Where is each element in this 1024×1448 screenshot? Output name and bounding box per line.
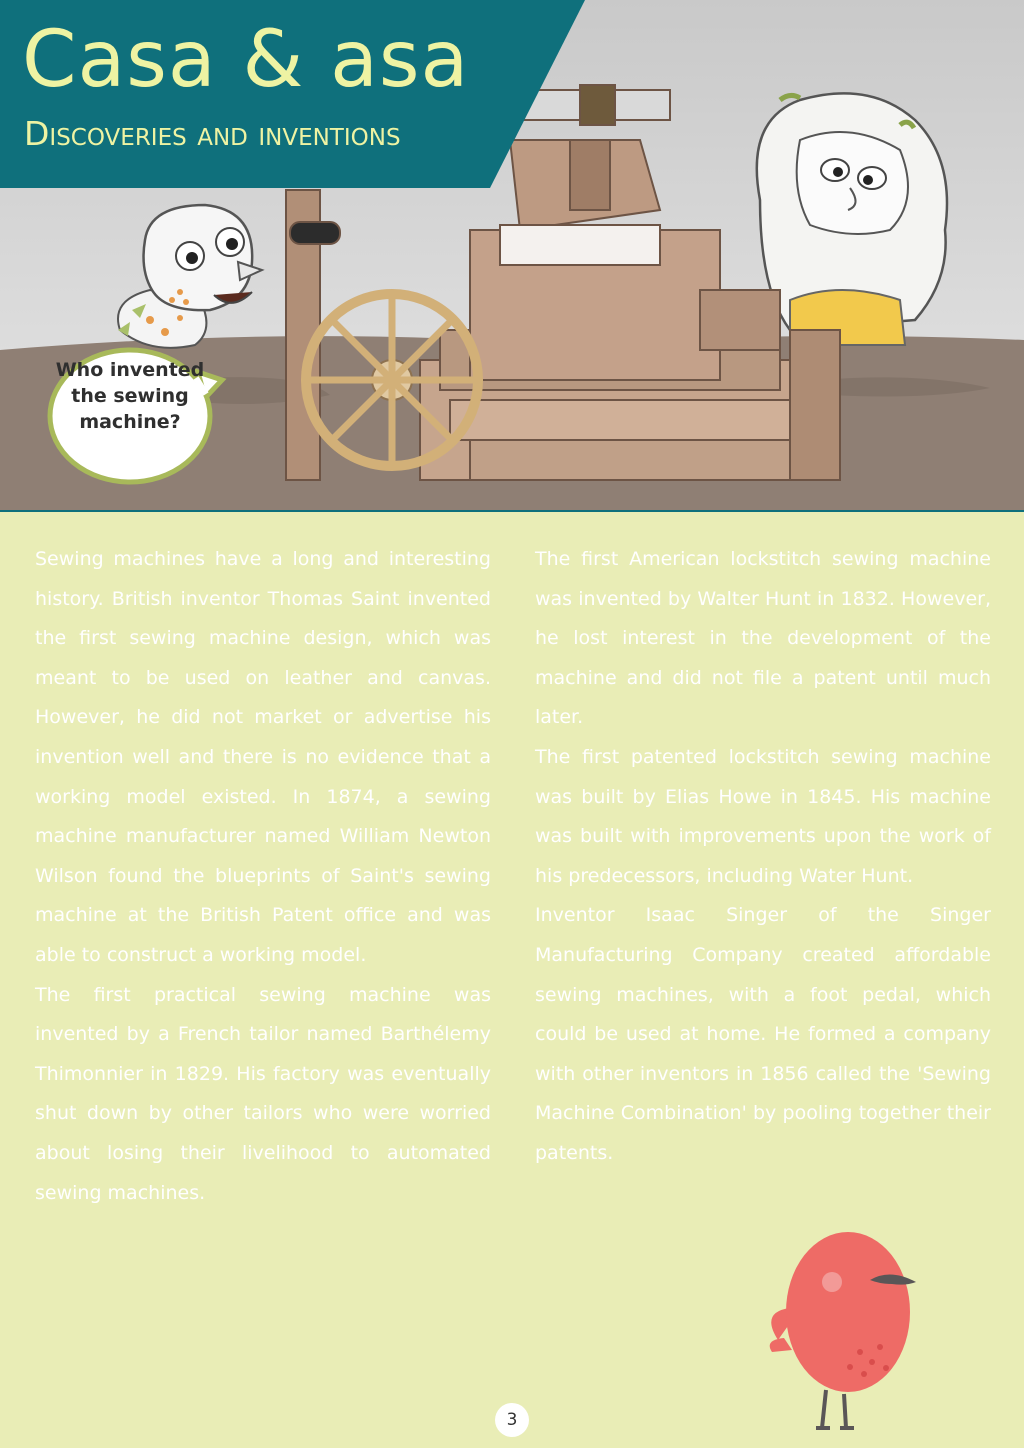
article-column-right <box>535 540 991 1174</box>
article-paragraph: The first patented lockstitch sewing machine was built by Elias Howe in 1845. His machine was built with improvements upon the work of his predecessors, including Water Hunt. <box>535 745 991 887</box>
article-paragraph: Inventor Isaac Singer of the Singer Manufacturing Company created affordable sewing machines, with a foot pedal, which could be used at home. He formed a company with other inventors in 1856 called the 'Sewing Machine Combination' by pooling together their patents. <box>535 904 991 1164</box>
speech-bubble-question: Who invented the sewing machine? <box>55 359 205 433</box>
page-number: 3 <box>495 1403 529 1437</box>
article-column-left <box>35 540 491 1213</box>
article-paragraph: Sewing machines have a long and interesting history. British inventor Thomas Saint invented the first sewing machine design, which was meant to be used on leather and canvas. However, he did not market or advertise his invention well and there is no evidence that a working model existed. In 1874, a sewing machine manufacturer named William Newton Wilson found the blueprints of Saint's sewing machine at the British Patent office and was able to construct a working model. <box>35 548 491 966</box>
old-man-character <box>757 93 947 345</box>
section-subtitle: Discoveries and inventions <box>24 114 401 153</box>
article-paragraph: The first practical sewing machine was invented by a French tailor named Barthélemy Thimonnier in 1829. His factory was eventually shut down by other tailors who were worried about losing their livelihood to automated sewing machines. <box>35 983 491 1204</box>
brand-title: Casa & asa <box>22 15 470 105</box>
article-paragraph: The first American lockstitch sewing machine was invented by Walter Hunt in 1832. However, he lost interest in the development of the machine and did not file a patent until much later. <box>535 548 991 729</box>
bird-illustration <box>760 1222 936 1438</box>
